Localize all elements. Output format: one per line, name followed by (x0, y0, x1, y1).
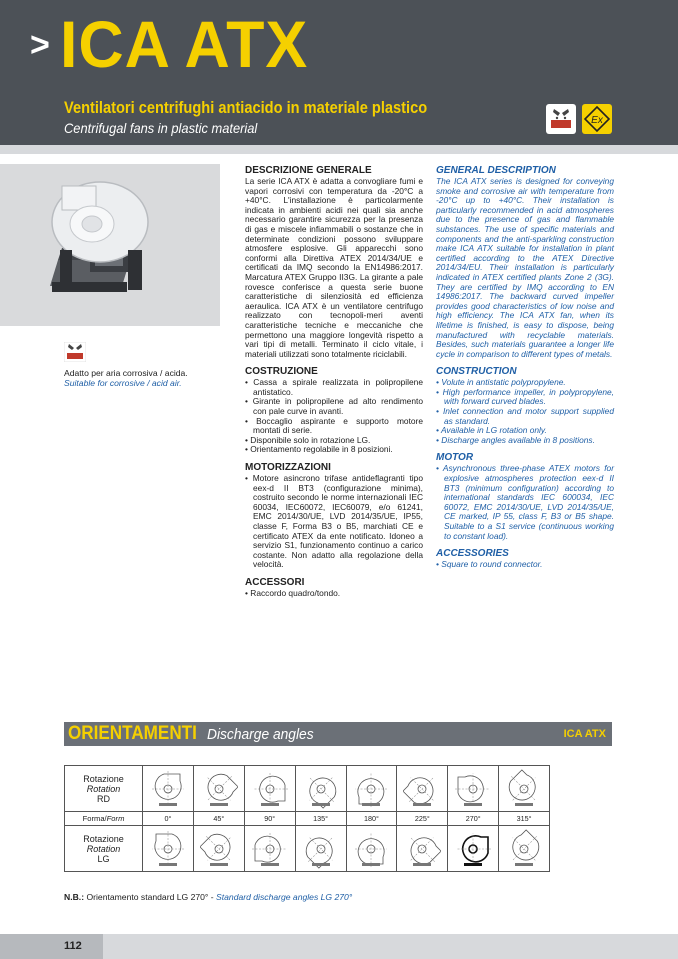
section-heading: ACCESSORIES (436, 548, 509, 560)
angle-diagram (244, 766, 295, 812)
page-title: ICA ATX (60, 7, 309, 81)
italian-description-column (245, 165, 423, 599)
general-description-text: The ICA ATX series is designed for conveying smoke and corrosive air with temperature from -20°C up to +40°C. Their installation is particularly recommended in acid atmospheres due to the presence of gas and flammable substances. The use of specific materials and components and the anti-sparkling construction make ICA ATX suitable for installation in plant certified according to the ATEX Directive 2014/34/EU. Their installation is particularly indicated in ATEX certified plants Zone 2 (3G). They are certified by IMQ according to EN 14986:2017. The backward curved impeller provides good characteristics of low noise and high efficiency. The ICA ATX fan, when its lifetime is finished, is easy to dispose, being manufactured with recyclable materials. Besides, such materials guarantee a longer life cycle in comparison to different types of metals. (436, 176, 614, 359)
section-heading: CONSTRUCTION (436, 366, 517, 378)
form-label-en: Form (106, 813, 125, 823)
list-item: • Volute in antistatic polypropylene. (436, 378, 614, 388)
list-item: • Girante in polipropilene ad alto rendimento con pale curve in avanti. (245, 397, 423, 416)
angle-diagram (193, 826, 244, 872)
accessories-list (245, 589, 423, 599)
atex-ex-icon (582, 104, 612, 134)
angle-diagram (295, 826, 346, 872)
angle-diagram (448, 766, 499, 812)
list-item: • Raccordo quadro/tondo. (245, 589, 423, 599)
section-heading: MOTORIZZAZIONI (245, 462, 331, 474)
angle-value: 45° (193, 812, 244, 826)
angle-diagram (346, 766, 397, 812)
angle-diagram (244, 826, 295, 872)
list-item: • Discharge angles available in 8 positions. (436, 436, 614, 446)
angle-value: 0° (143, 812, 194, 826)
form-label (65, 812, 143, 826)
angle-diagram (397, 826, 448, 872)
list-item: • Asynchronous three-phase ATEX motors for explosive atmospheres protection eex-d II BT3 (minimum configuration) according to international standards IEC 600034, IEC 60072, EMC 2014/30/UE, LVD 2014/35/UE, CE marked, IP 55, class F, B3 or B5 shape. Suitable to a S1 service (continuous working to constant load). (436, 464, 614, 541)
general-description-text: La serie ICA ATX è adatta a convogliare fumi e vapori corrosivi con temperatura da -20°C a +40°C. L'installazione è particolarmente indicata in ambienti acidi nei quali sia anche necessario garantire sicurezza per la presenza di gas e miscele infiammabili o sostanze che in determinate condizioni possono sviluppare atmosfere esplosive. Gli apparecchi sono conformi alla Direttiva ATEX 2014/34/UE e certificati da IMQ secondo la EN14986:2017. Marcatura ATEX Gruppo II3G. La girante a pale rovesce conferisce a questa serie buone caratteristiche di silenziosità ed efficienza aeraulica. ICA ATX è un ventilatore centrifugo realizzato con tecnopoli-meri aventi caratteristiche tecniche e meccaniche che permettono una maggiore longevità rispetto a vari tipi di metalli. Terminato il ciclo vitale, i materiali utilizzati sono totalmente riciclabili. (245, 176, 423, 359)
list-item: • Inlet connection and motor support supplied as standard. (436, 407, 614, 426)
angle-diagram (295, 766, 346, 812)
angle-diagram (499, 766, 550, 812)
angle-diagram (346, 826, 397, 872)
rotation-label-en: Rotation (86, 783, 121, 794)
section-heading: DESCRIZIONE GENERALE (245, 165, 372, 176)
orientations-tag: ICA ATX (563, 728, 606, 740)
page-number-box (0, 934, 103, 959)
rotation-label-en: Rotation (86, 843, 121, 854)
page-number: 112 (64, 940, 82, 952)
subtitle-italian: Ventilatori centrifughi antiacido in materiale plastico (64, 98, 428, 117)
rotation-code: LG (97, 853, 110, 864)
angle-diagram (143, 826, 194, 872)
angle-diagram (193, 766, 244, 812)
angle-diagram-standard (448, 826, 499, 872)
angle-value: 135° (295, 812, 346, 826)
list-item: • Orientamento regolabile in 8 posizioni. (245, 445, 423, 455)
angle-value: 180° (346, 812, 397, 826)
list-item: • Square to round connector. (436, 560, 614, 570)
rotation-label-it: Rotazione (83, 833, 124, 844)
motor-list (436, 464, 614, 541)
page-header (0, 0, 678, 145)
construction-list (245, 378, 423, 455)
list-item: • Boccaglio aspirante e supporto motore montati di serie. (245, 417, 423, 436)
list-item: • Available in LG rotation only. (436, 426, 614, 436)
rotation-rd-label (65, 766, 143, 812)
standard-angle-note (64, 892, 352, 902)
list-item: • High performance impeller, in polypropylene, with forward curved blades. (436, 388, 614, 407)
angle-value: 315° (499, 812, 550, 826)
english-description-column (436, 165, 614, 570)
rotation-label-it: Rotazione (83, 773, 124, 784)
list-item: • Cassa a spirale realizzata in polipropilene antistatico. (245, 378, 423, 397)
list-item: • Disponibile solo in rotazione LG. (245, 436, 423, 446)
table-row-form (65, 812, 550, 826)
chevron-icon: > (30, 26, 50, 64)
subtitle-english: Centrifugal fans in plastic material (64, 120, 258, 136)
construction-list (436, 378, 614, 445)
angle-value: 90° (244, 812, 295, 826)
suitable-english: Suitable for corrosive / acid air. (64, 378, 182, 388)
angle-value: 225° (397, 812, 448, 826)
angle-diagram (397, 766, 448, 812)
accessories-list (436, 560, 614, 570)
product-photo (0, 164, 220, 326)
section-heading: COSTRUZIONE (245, 366, 318, 378)
orientations-header-bar (64, 722, 612, 746)
note-label: N.B.: (64, 892, 85, 902)
orientations-title: ORIENTAMENTI (68, 723, 197, 744)
suitable-italian: Adatto per aria corrosiva / acida. (64, 368, 188, 378)
note-text-it: Orientamento standard LG 270° - (86, 892, 214, 902)
list-item: • Motore asincrono trifase antideflagranti tipo eex-d II BT3 (configurazione minima), costruito secondo le norme internazionali IEC 60034, IEC60072, IEC60079, e/o 61241, EMC 2014/30/UE, LVD 2014/35/UE, IP55, classe F, Forma B3 o B5, marchiati CE e certificato ATEX da ente notificato. Idoneo a servizio S1, funzionamento continuo a carico costante. Non adatto alla regolazione della velocità. (245, 474, 423, 570)
orientations-table (64, 765, 550, 872)
table-row-lg (65, 826, 550, 872)
header-band (0, 145, 678, 154)
section-heading: GENERAL DESCRIPTION (436, 165, 556, 176)
orientations-title-english: Discharge angles (207, 726, 314, 743)
angle-diagram (499, 826, 550, 872)
motor-list (245, 474, 423, 570)
table-row-rd (65, 766, 550, 812)
form-label-it: Forma/ (82, 813, 107, 823)
angle-value: 270° (448, 812, 499, 826)
note-text-en: Standard discharge angles LG 270° (216, 892, 353, 902)
acid-hazard-icon (64, 342, 86, 362)
rotation-lg-label (65, 826, 143, 872)
acid-hazard-icon (546, 104, 576, 134)
ex-icon-label: Ex (591, 115, 603, 126)
section-heading: MOTOR (436, 452, 474, 464)
section-heading: ACCESSORI (245, 576, 305, 588)
angle-diagram (143, 766, 194, 812)
rotation-code: RD (97, 793, 110, 804)
